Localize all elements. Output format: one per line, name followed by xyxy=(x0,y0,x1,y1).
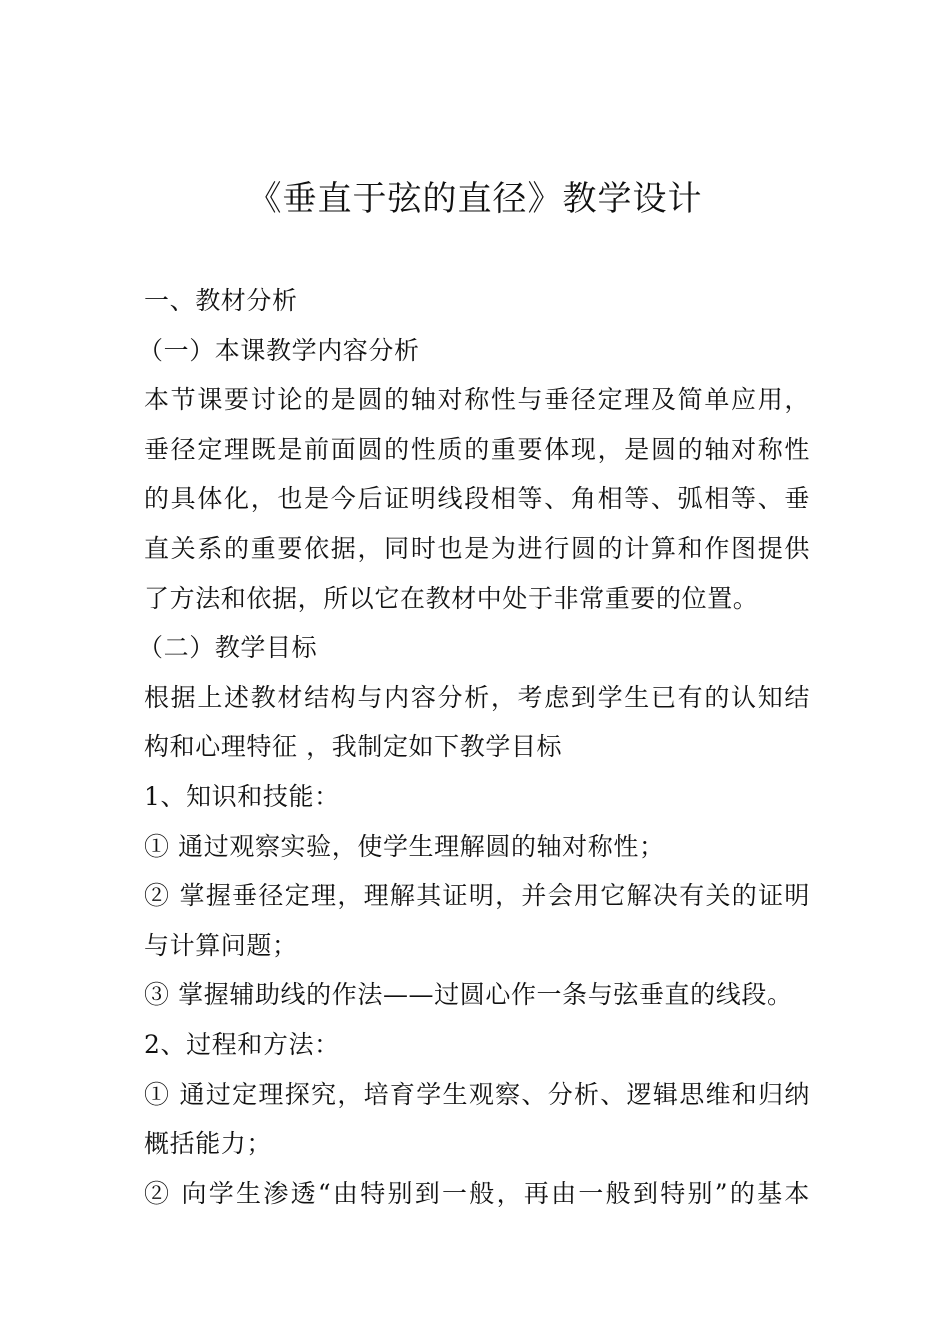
subsection-heading-content-analysis: （一）本课教学内容分析 xyxy=(138,335,420,365)
list-item: ③ 掌握辅助线的作法——过圆心作一条与弦垂直的线段。 xyxy=(144,980,793,1010)
paragraph-line: 垂径定理既是前面圆的性质的重要体现，是圆的轴对称性 xyxy=(144,434,810,464)
list-heading-process-methods: 2、过程和方法： xyxy=(144,1029,340,1059)
paragraph-line: 的具体化，也是今后证明线段相等、角相等、弧相等、垂 xyxy=(144,484,810,514)
paragraph-line: 了方法和依据，所以它在教材中处于非常重要的位置。 xyxy=(144,583,759,613)
list-heading-knowledge-skills: 1、知识和技能： xyxy=(144,781,340,811)
document-title: 《垂直于弦的直径》教学设计 xyxy=(247,179,703,219)
paragraph-line: 直关系的重要依据，同时也是为进行圆的计算和作图提供 xyxy=(144,533,810,563)
document-body xyxy=(138,276,810,1218)
paragraph-line: 本节课要讨论的是圆的轴对称性与垂径定理及简单应用， xyxy=(144,385,810,415)
list-item: ① 通过观察实验，使学生理解圆的轴对称性； xyxy=(144,831,665,861)
list-item-continuation: 与计算问题； xyxy=(144,930,298,960)
list-item-continuation: 概括能力； xyxy=(144,1129,273,1159)
section-heading-textbook-analysis: 一、教材分析 xyxy=(144,286,298,315)
list-item: ② 向学生渗透“由特别到一般，再由一般到特别”的基本 xyxy=(144,1178,810,1208)
paragraph-line: 根据上述教材结构与内容分析，考虑到学生已有的认知结 xyxy=(144,682,810,712)
paragraph-line: 构和心理特征 ，我制定如下教学目标 xyxy=(144,732,563,762)
list-item: ② 掌握垂径定理，理解其证明，并会用它解决有关的证明 xyxy=(144,881,810,911)
list-item: ① 通过定理探究，培育学生观察、分析、逻辑思维和归纳 xyxy=(144,1079,810,1109)
subsection-heading-teaching-goals: （二）教学目标 xyxy=(138,633,318,663)
